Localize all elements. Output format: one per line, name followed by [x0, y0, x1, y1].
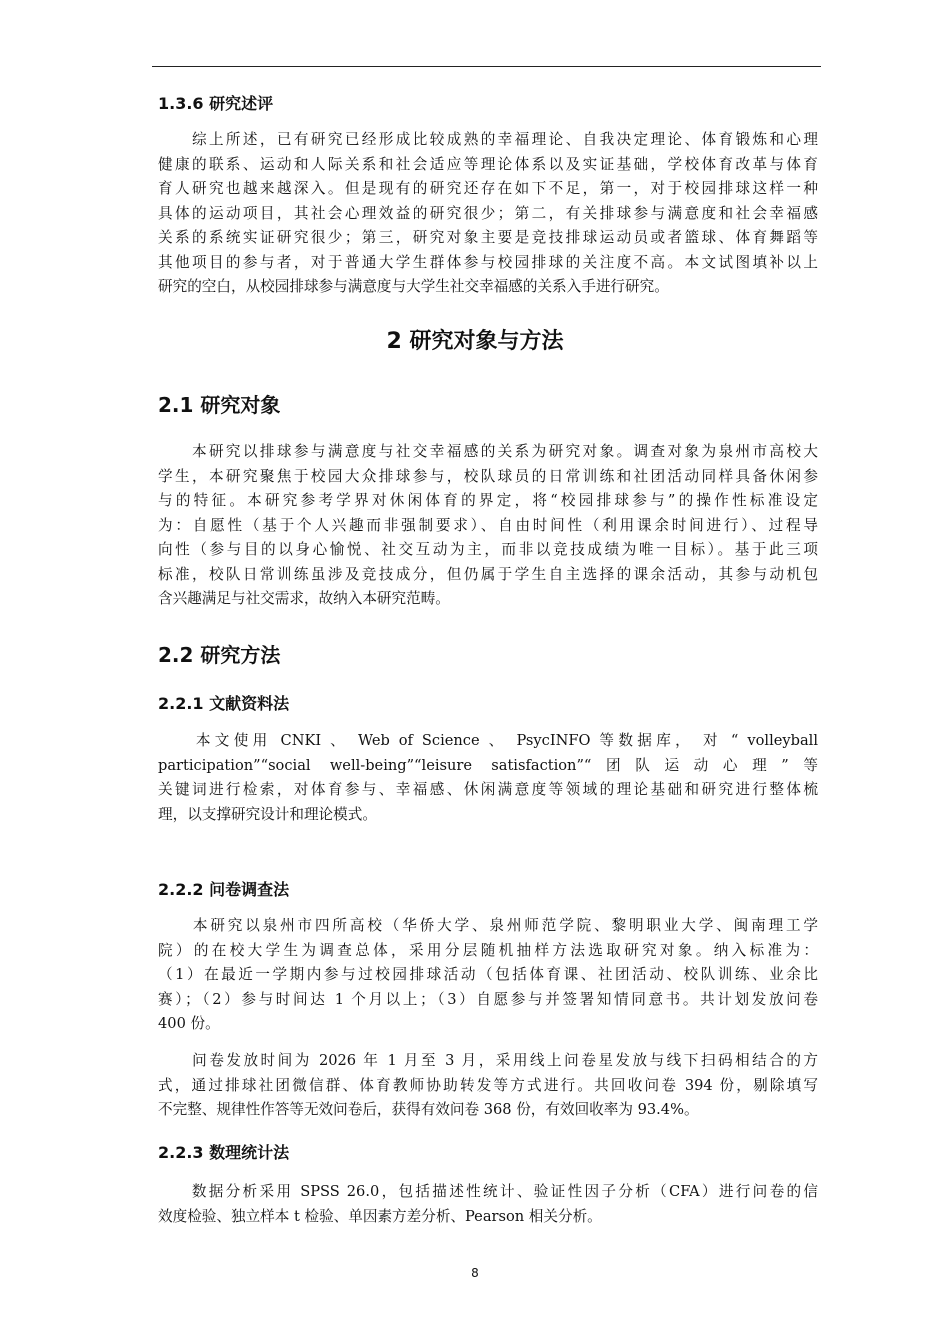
- paragraph-line: 本研究以泉州市四所高校（华侨大学、泉州师范学院、黎明职业大学、闽南理工学: [158, 917, 818, 934]
- paragraph-line: 理，以支撑研究设计和理论模式。: [158, 805, 377, 823]
- paragraph-line: 问卷发放时间为 2026 年 1 月至 3 月，采用线上问卷星发放与线下扫码相结合的方: [158, 1052, 818, 1069]
- paragraph-line: 效度检验、独立样本 t 检验、单因素方差分析、Pearson 相关分析。: [158, 1207, 602, 1225]
- paragraph-line: 其他项目的参与者，对于普通大学生群体参与校园排球的关注度不高。本文试图填补以上: [158, 253, 818, 271]
- paragraph-line: 关键词进行检索，对体育参与、幸福感、休闲满意度等领域的理论基础和研究进行整体梳: [158, 781, 818, 798]
- chapter-2-heading: 2 研究对象与方法: [386, 329, 564, 354]
- paragraph-line: （1）在最近一学期内参与过校园排球活动（包括体育课、社团活动、校队训练、业余比: [158, 966, 818, 983]
- paragraph-line: 400 份。: [158, 1015, 220, 1032]
- section-2-2-2-paragraph-2: [158, 1049, 818, 1123]
- paragraph-line: 赛）；（2）参与时间达 1 个月以上；（3）自愿参与并签署知情同意书。共计划发放问卷: [158, 990, 818, 1008]
- paragraph-line: 本研究以排球参与满意度与社交幸福感的关系为研究对象。调查对象为泉州市高校大: [158, 443, 818, 460]
- page-number: 8: [471, 1266, 479, 1280]
- paragraph-line: 关系的系统实证研究很少；第三，研究对象主要是竞技排球运动员或者篮球、体育舞蹈等: [158, 229, 818, 246]
- section-2-2-3-paragraph: [158, 1180, 818, 1229]
- paragraph-line: 本文使用 CNKI 、 Web of Science 、 PsycINFO 等数据库， 对 “ volleyball: [158, 732, 818, 749]
- paragraph-line: 不完整、规律性作答等无效问卷后，获得有效问卷 368 份，有效回收率为 93.4%。: [158, 1101, 699, 1118]
- paragraph-line: participation”“social well-being”“leisure satisfaction”“团队运动心理”等: [158, 756, 818, 774]
- section-1-3-6-heading: 1.3.6 研究述评: [158, 94, 274, 113]
- section-2-2-2-heading: 2.2.2 问卷调查法: [158, 880, 290, 899]
- section-2-2-1-paragraph: [158, 729, 818, 827]
- section-2-2-3-heading: 2.2.3 数理统计法: [158, 1143, 290, 1162]
- section-2-2-heading: 2.2 研究方法: [158, 643, 281, 667]
- paragraph-line: 综上所述，已有研究已经形成比较成熟的幸福理论、自我决定理论、体育锻炼和心理: [158, 131, 818, 148]
- paragraph-line: 学生，本研究聚焦于校园大众排球参与，校队球员的日常训练和社团活动同样具备休闲参: [158, 467, 818, 485]
- paragraph-line: 数据分析采用 SPSS 26.0，包括描述性统计、验证性因子分析（CFA）进行问卷的信: [158, 1183, 818, 1200]
- paragraph-line: 为：自愿性（基于个人兴趣而非强制要求）、自由时间性（利用课余时间进行）、过程导: [158, 516, 818, 534]
- section-2-2-1-heading: 2.2.1 文献资料法: [158, 694, 290, 713]
- paragraph-line: 健康的联系、运动和人际关系和社会适应等理论体系以及实证基础，学校体育改革与体育: [158, 155, 818, 173]
- paragraph-line: 育人研究也越来越深入。但是现有的研究还存在如下不足，第一，对于校园排球这样一种: [158, 180, 818, 197]
- section-2-1-heading: 2.1 研究对象: [158, 393, 281, 417]
- paragraph-line: 标准，校队日常训练虽涉及竞技成分，但仍属于学生自主选择的课余活动，其参与动机包: [158, 565, 818, 583]
- header-rule: [152, 66, 821, 67]
- paragraph-line: 具体的运动项目，其社会心理效益的研究很少；第二，有关排球参与满意度和社会幸福感: [158, 204, 818, 222]
- paragraph-line: 院）的在校大学生为调查总体，采用分层随机抽样方法选取研究对象。纳入标准为：: [158, 941, 818, 959]
- paragraph-line: 含兴趣满足与社交需求，故纳入本研究范畴。: [158, 590, 450, 607]
- paragraph-line: 向性（参与目的以身心愉悦、社交互动为主，而非以竞技成绩为唯一目标）。基于此三项: [158, 541, 818, 558]
- section-2-2-2-paragraph-1: [158, 914, 818, 1037]
- paragraph-line: 与的特征。本研究参考学界对休闲体育的界定，将“校园排球参与”的操作性标准设定: [158, 492, 818, 509]
- section-1-3-6-paragraph: [158, 128, 818, 300]
- paragraph-line: 式，通过排球社团微信群、体育教师协助转发等方式进行。共回收问卷 394 份，剔除填写: [158, 1076, 818, 1094]
- paragraph-line: 研究的空白，从校园排球参与满意度与大学生社交幸福感的关系入手进行研究。: [158, 278, 669, 295]
- section-2-1-paragraph: [158, 440, 818, 612]
